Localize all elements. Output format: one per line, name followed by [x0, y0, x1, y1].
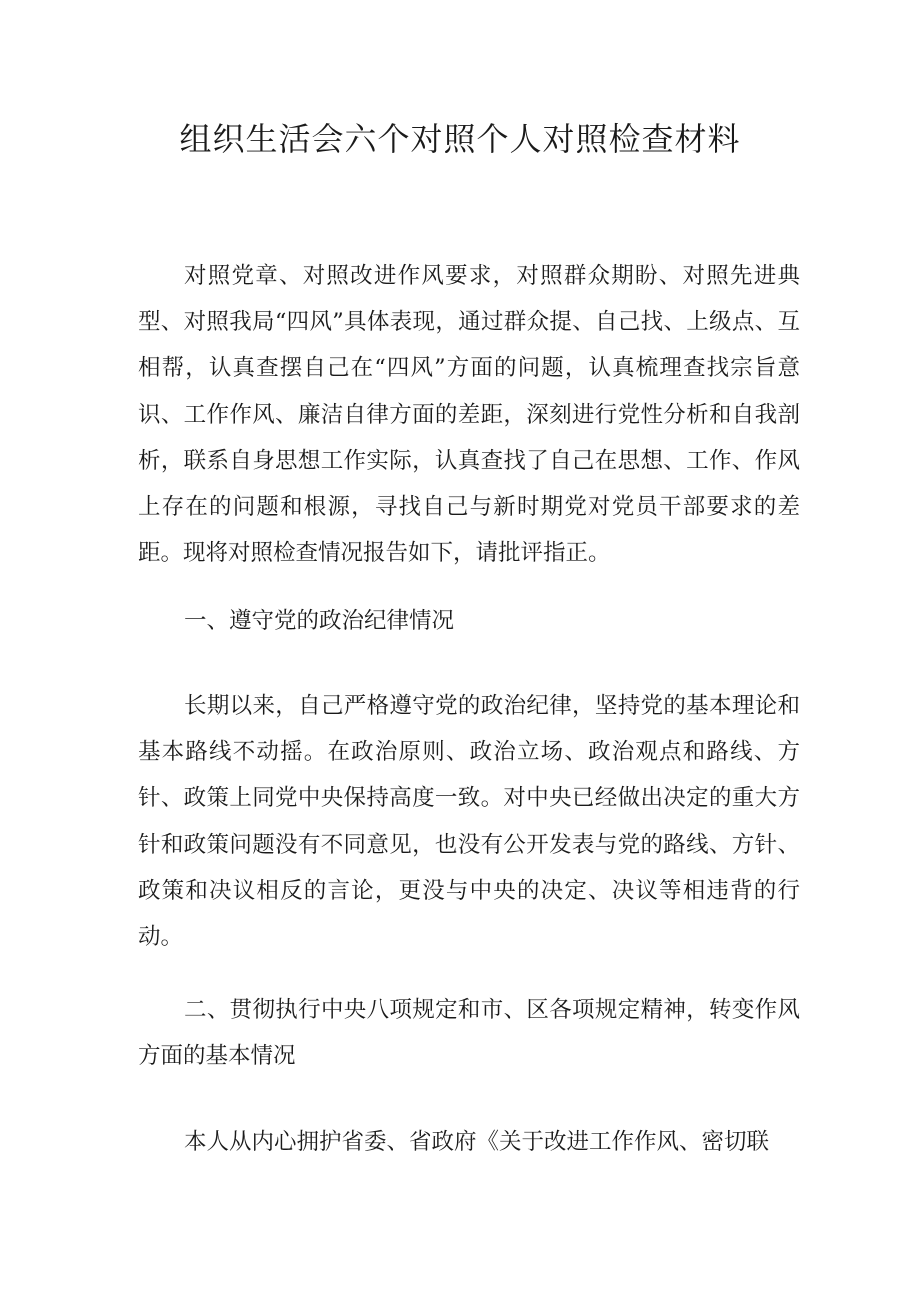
political-discipline-paragraph: 长期以来，自己严格遵守党的政治纪律，坚持党的基本理论和基本路线不动摇。在政治原则、政治立场、政治观点和路线、方针、政策上同党中央保持高度一致。对中央已经做出决定的重大方针和政策问题没有不同意见，也没有公开发表与党的路线、方针、政策和决议相反的言论，更没与中央的决定、决议等相违背的行动。	[138, 693, 800, 951]
section-heading-political-discipline: 一、遵守党的政治纪律情况	[184, 608, 455, 634]
section-heading-eight-regulations: 二、贯彻执行中央八项规定和市、区各项规定精神，转变作风方面的基本情况	[138, 997, 800, 1070]
document-title: 组织生活会六个对照个人对照检查材料	[179, 120, 741, 158]
intro-paragraph: 对照党章、对照改进作风要求，对照群众期盼、对照先进典型、对照我局“四风”具体表现，通过群众提、自己找、上级点、互相帮，认真查摆自己在“四风”方面的问题，认真梳理查找宗旨意识、工作作风、廉洁自律方面的差距，深刻进行党性分析和自我剖析，联系自身思想工作实际，认真查找了自己在思想、工作、作风上存在的问题和根源，寻找自己与新时期党对党员干部要求的差距。现将对照检查情况报告如下，请批评指正。	[138, 263, 800, 567]
eight-regulations-paragraph: 本人从内心拥护省委、省政府《关于改进工作作风、密切联	[184, 1129, 770, 1155]
